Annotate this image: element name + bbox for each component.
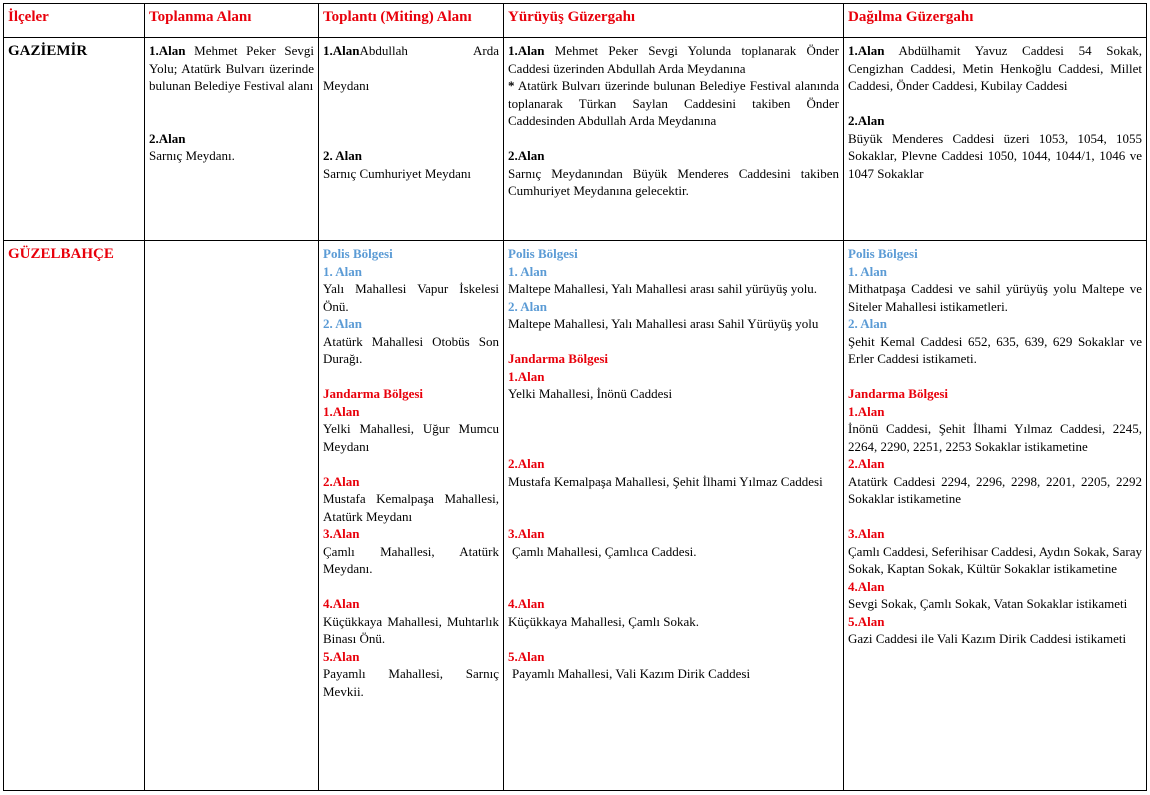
area-text: Yelki Mahallesi, İnönü Caddesi	[508, 386, 673, 401]
route-table	[3, 3, 1147, 791]
area-text: Çamlı Mahallesi, Atatürk Meydanı.	[323, 543, 499, 576]
area-text: Atatürk Mahallesi Otobüs Son Durağı.	[323, 333, 499, 366]
area-text: Küçükkaya Mahallesi, Çamlı Sokak.	[508, 613, 699, 629]
section-jandarma: Jandarma Bölgesi	[508, 351, 609, 366]
area-text: Mustafa Kemalpaşa Mahallesi, Atatürk Meydanı	[323, 491, 499, 524]
area-text: Abdülhamit Yavuz Caddesi 54 Sokak, Cengizhan Caddesi, Metin Henkoğlu Caddesi, Millet Caddesi, Önder Caddesi, Kubilay Caddesi	[848, 43, 1142, 93]
area-label: 2.Alan	[508, 148, 545, 163]
area-text: Küçükkaya Mahallesi, Muhtarlık Binası Önü.	[323, 613, 499, 646]
section-polis: Polis Bölgesi	[848, 246, 918, 261]
area-text: Yelki Mahallesi, Uğur Mumcu Meydanı	[323, 421, 499, 454]
table-row-guzelbahce	[4, 241, 1147, 791]
gaziemir-dagilma-cell	[844, 38, 1147, 241]
area-label: 1.Alan	[323, 403, 360, 419]
area-text: Maltepe Mahallesi, Yalı Mahallesi arası Sahil Yürüyüş yolu	[508, 316, 819, 331]
gaziemir-toplanma-cell	[145, 38, 319, 241]
section-polis: Polis Bölgesi	[323, 246, 393, 261]
guzelbahce-miting-cell	[319, 241, 504, 791]
area-text: Atatürk Caddesi 2294, 2296, 2298, 2201, 2205, 2292 Sokaklar istikametine	[848, 473, 1142, 506]
area-text: Payamlı Mahallesi, Vali Kazım Dirik Caddesi	[512, 666, 751, 681]
area-label: 2. Alan	[508, 298, 548, 314]
area-label: 1.Alan	[848, 43, 885, 58]
area-label: 4.Alan	[323, 596, 360, 611]
area-label: 1.Alan	[323, 43, 360, 58]
area-text: Yalı Mahallesi Vapur İskelesi Önü.	[323, 281, 499, 314]
header-row	[4, 4, 1147, 38]
area-text: Payamlı Mahallesi, Sarnıç Mevkii.	[323, 666, 499, 699]
header-miting-alani: Toplantı (Miting) Alanı	[319, 4, 504, 38]
guzelbahce-toplanma-cell	[145, 241, 319, 791]
table-row-gaziemir	[4, 38, 1147, 241]
area-text: Mehmet Peker Sevgi Yolu; Atatürk Bulvarı üzerinde bulunan Belediye Festival alanı	[149, 43, 314, 93]
area-text: Sarnıç Cumhuriyet Meydanı	[323, 165, 472, 181]
area-text: Çamlı Caddesi, Seferihisar Caddesi, Aydın Sokak, Saray Sokak, Kaptan Sokak, Kültür Sokaklar istikametine	[848, 543, 1142, 576]
area-label: 2. Alan	[323, 148, 363, 163]
area-text: Mehmet Peker Sevgi Yolunda toplanarak Önder Caddesi üzerinden Abdullah Arda Meydanına	[508, 43, 840, 76]
area-text: Çamlı Mahallesi, Çamlıca Caddesi.	[512, 543, 697, 559]
section-polis: Polis Bölgesi	[508, 246, 578, 261]
area-label: 3.Alan	[323, 526, 360, 541]
district-name-gaziemir: GAZİEMİR	[8, 43, 88, 59]
area-text: Atatürk Bulvarı üzerinde bulunan Belediye Festival alanında toplanarak Türkan Saylan Caddesini takiben Önder Caddesinden Abdullah Arda Meydanına	[508, 78, 839, 128]
area-text: Sevgi Sokak, Çamlı Sokak, Vatan Sokaklar istikameti	[848, 596, 1128, 611]
header-ilceler: İlçeler	[4, 4, 145, 38]
header-yuruyus-guzergahi: Yürüyüş Güzergahı	[504, 4, 844, 38]
area-text: Maltepe Mahallesi, Yalı Mahallesi arası sahil yürüyüş yolu.	[508, 281, 818, 296]
district-cell-gaziemir	[4, 38, 145, 241]
area-text: İnönü Caddesi, Şehit İlhami Yılmaz Caddesi, 2245, 2264, 2290, 2251, 2253 Sokaklar istikametine	[848, 421, 1142, 454]
guzelbahce-dagilma-cell	[844, 241, 1147, 791]
area-label: 1.Alan	[848, 403, 885, 419]
area-label: 3.Alan	[508, 526, 545, 541]
area-text: Mithatpaşa Caddesi ve sahil yürüyüş yolu Maltepe ve Siteler Mahallesi istikametleri.	[848, 281, 1142, 314]
area-label: 2. Alan	[323, 316, 363, 331]
area-label: 5.Alan	[848, 613, 885, 629]
area-label: 2.Alan	[848, 456, 885, 471]
area-text: Mustafa Kemalpaşa Mahallesi, Şehit İlhami Yılmaz Caddesi	[508, 473, 823, 489]
guzelbahce-yuruyus-cell	[504, 241, 844, 791]
gaziemir-miting-cell: 1.AlanAbdullah Arda Meydanı 2. Alan Sarnıç Cumhuriyet Meydanı	[319, 38, 504, 241]
area-label: 1.Alan	[508, 368, 545, 384]
area-label: 4.Alan	[508, 596, 545, 611]
area-text: Şehit Kemal Caddesi 652, 635, 639, 629 Sokaklar ve Erler Caddesi istikameti.	[848, 333, 1142, 366]
gaziemir-yuruyus-cell	[504, 38, 844, 241]
bullet-star: *	[508, 78, 515, 93]
area-label: 4.Alan	[848, 578, 885, 594]
area-label: 1.Alan	[508, 43, 545, 58]
area-label: 5.Alan	[508, 648, 545, 664]
area-text: Meydanı	[323, 78, 370, 93]
area-label: 1. Alan	[508, 263, 548, 279]
area-text: Sarnıç Meydanı.	[149, 148, 235, 163]
area-label: 2.Alan	[149, 130, 186, 146]
area-text: Gazi Caddesi ile Vali Kazım Dirik Caddesi istikameti	[848, 631, 1127, 646]
area-text: Sarnıç Meydanından Büyük Menderes Caddesini takiben Cumhuriyet Meydanına gelecektir.	[508, 165, 839, 198]
district-cell-guzelbahce	[4, 241, 145, 791]
area-label: 2.Alan	[323, 473, 360, 489]
area-label: 2.Alan	[848, 113, 885, 128]
header-toplanma-alani: Toplanma Alanı	[145, 4, 319, 38]
area-text: Büyük Menderes Caddesi üzeri 1053, 1054, 1055 Sokaklar, Plevne Caddesi 1050, 1044, 1044/1, 1046 ve 1047 Sokaklar	[848, 130, 1142, 181]
section-jandarma: Jandarma Bölgesi	[848, 386, 949, 401]
area-label: 2. Alan	[848, 316, 888, 331]
area-label: 5.Alan	[323, 648, 360, 664]
area-label: 1. Alan	[848, 263, 888, 279]
district-name-guzelbahce: GÜZELBAHÇE	[8, 246, 114, 262]
header-dagilma-guzergahi: Dağılma Güzergahı	[844, 4, 1147, 38]
section-jandarma: Jandarma Bölgesi	[323, 386, 424, 401]
area-label: 1. Alan	[323, 263, 363, 279]
area-label: 1.Alan	[149, 43, 186, 58]
area-label: 2.Alan	[508, 456, 545, 471]
area-label: 3.Alan	[848, 526, 885, 541]
